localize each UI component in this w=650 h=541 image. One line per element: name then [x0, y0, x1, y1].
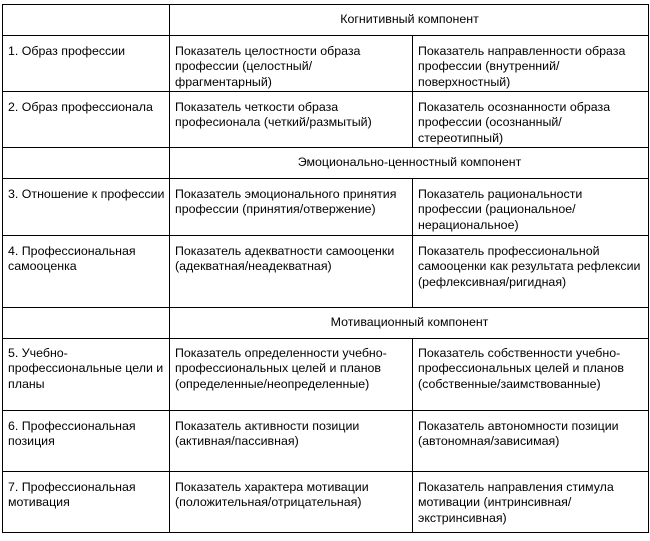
component-cell: 4. Профессиональная самооценка: [3, 236, 170, 308]
section-header-row: [3, 5, 649, 36]
component-cell: 5. Учебно-профессиональные цели и планы: [3, 339, 170, 411]
indicator-b-cell: Показатель рациональности профессии (рациональное/нерациональное): [413, 179, 649, 236]
section-header-spacer: [3, 148, 170, 179]
indicator-b-cell: Показатель направления стимула мотивации (интринсивная/экстринсивная): [413, 472, 649, 533]
section-header-spacer: [3, 5, 170, 36]
component-cell: 2. Образ профессионала: [3, 92, 170, 148]
table-row: [3, 472, 649, 533]
component-cell: 7. Профессиональная мотивация: [3, 472, 170, 533]
table-row: [3, 92, 649, 148]
section-header-spacer: [3, 308, 170, 339]
section-header-cognitive: Когнитивный компонент: [170, 5, 649, 36]
indicator-b-cell: Показатель собственности учебно-профессиональных целей и планов (собственные/заимствованные): [413, 339, 649, 411]
indicator-b-cell: Показатель профессиональной самооценки как результата рефлексии (рефлексивная/ригидная): [413, 236, 649, 308]
indicator-a-cell: Показатель определенности учебно-профессиональных целей и планов (определенные/неопределенные): [170, 339, 413, 411]
component-cell: 1. Образ профессии: [3, 36, 170, 92]
table-row: [3, 179, 649, 236]
indicator-a-cell: Показатель целостности образа профессии (целостный/фрагментарный): [170, 36, 413, 92]
indicator-a-cell: Показатель четкости образа професионала (четкий/размытый): [170, 92, 413, 148]
indicator-a-cell: Показатель адекватности самооценки (адекватная/неадекватная): [170, 236, 413, 308]
section-header-row: [3, 148, 649, 179]
section-header-motivational: Мотивационный компонент: [170, 308, 649, 339]
indicator-b-cell: Показатель направленности образа профессии (внутренний/поверхностный): [413, 36, 649, 92]
components-table: [2, 4, 649, 533]
component-cell: 3. Отношение к профессии: [3, 179, 170, 236]
indicator-a-cell: Показатель активности позиции (активная/пассивная): [170, 411, 413, 472]
table-row: [3, 36, 649, 92]
table-row: [3, 236, 649, 308]
section-header-row: [3, 308, 649, 339]
table-row: [3, 411, 649, 472]
indicator-a-cell: Показатель характера мотивации (положительная/отрицательная): [170, 472, 413, 533]
component-cell: 6. Профессиональная позиция: [3, 411, 170, 472]
table-row: [3, 339, 649, 411]
section-header-emotional-value: Эмоционально-ценностный компонент: [170, 148, 649, 179]
indicator-b-cell: Показатель осознанности образа профессии (осознанный/стереотипный): [413, 92, 649, 148]
indicator-a-cell: Показатель эмоционального принятия профессии (принятия/отвержение): [170, 179, 413, 236]
indicator-b-cell: Показатель автономности позиции (автономная/зависимая): [413, 411, 649, 472]
